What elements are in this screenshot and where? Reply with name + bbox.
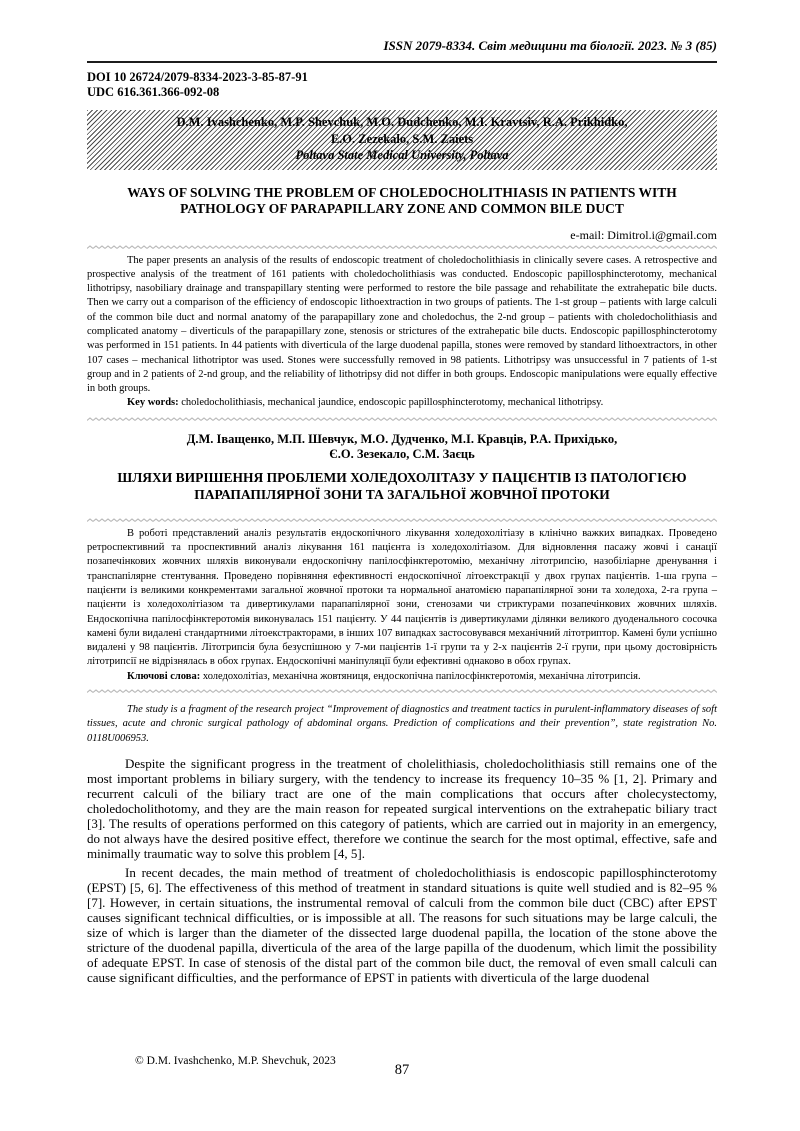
udc-line: UDC 616.361.366-092-08 (87, 84, 220, 99)
keywords-ua-label: Ключові слова: (127, 670, 201, 682)
footer-copyright: © D.M. Ivashchenko, M.P. Shevchuk, 2023 (135, 1055, 336, 1067)
authors-en-line-1: D.M. Ivashchenko, M.P. Shevchuk, M.O. Dudchenko, M.I. Kravtsiv, R.A. Prikhidko, (176, 115, 628, 129)
zigzag-separator (87, 689, 717, 694)
page-content (87, 0, 717, 985)
project-note-block (87, 703, 717, 746)
doi-line: DOI 10 26724/2079-8334-2023-3-85-87-91 (87, 70, 308, 84)
article-body (87, 756, 717, 985)
abstract-en-block (87, 254, 717, 411)
keywords-en (87, 396, 717, 410)
page-number: 87 (394, 1062, 410, 1078)
header-rule (87, 61, 717, 63)
keywords-ua (87, 670, 717, 684)
authors-ua-block (87, 432, 717, 463)
keywords-en-label: Key words: (127, 397, 179, 409)
email-line: e-mail: Dimitrol.i@gmail.com (570, 227, 717, 242)
abstract-en: The paper presents an analysis of the results of endoscopic treatment of choledocholithiasis in clinically severe cases. A retrospective and prospective analysis of the treatment of 161 patients with choledocholithiasis was conducted. Endoscopic papillosphincterotomy, mechanical lithotripsy, nasobiliary drainage and transpapillary stenting were performed to restore the bile passage and rehabilitate the extrahepatic bile ducts. Then we carry out a comparison of the efficiency of endoscopic lithoextraction in two groups of patients. The 1-st group – patients with large calculi of the common bile duct and normal anatomy of the parapapillary zone and choledochus, the 2-nd group – patients with choledocholithiasis and complicated anatomy – diverticuls of the parapapillary zone, stenosis or strictures of the extrahepatic bile ducts. Endoscopic papillosphincterotomy was performed in 151 patients. In 44 patients with diverticula of the large duodenal papilla, stones were removed by standard lithoextractors, in other 107 cases – mechanical lithotriptor was used. Stones were successfully removed in 98 patients. Lithotripsy was unsuccessful in 7 patients of 1-st group and in 2 patients of 2-nd group, and the reliability of lithotripsy did not differ in both groups. Endoscopic manipulations were equally effective in both groups. (87, 254, 717, 395)
affiliation-en: Poltava State Medical University, Poltava (295, 148, 509, 162)
abstract-ua: В роботі представлений аналіз результатів ендоскопічного лікування холедохолітіазу в клінічно важких випадках. Проведено ретроспективний та проспективний аналіз лікування 161 пацієнта із холедохолітіазом. Для відновлення пасажу жовчі і санації позапечінкових жовчних шляхів виконували ендоскопічну папілосфінктеротомію, механічну літотрипсію, назобіліарне дренування і транспапілярне стентування. Проведено порівняння ефективності ендоскопічної літоекстракції у двох групах пацієнтів. 1-ша група – пацієнти із великими конкрементами загальної жовчної протоки та нормальної анатомією парапапілярної зони та холедоха, 2-га група – пацієнти із холедохолітіазом та дивертикулами парапапілярної зони, стенозами чи стриктурами позапечінкових жовчних шляхів. Ендоскопічна папілосфінктеротомія виконувалась 151 пацієнту. У 44 пацієнтів із дивертикулами ділянки великого дуоденального сосочка камені були видалені стандартними літоекстракторами, в інших 107 випадках застосовувався механічний літотриптор. Камені були успішно видалені у 98 пацієнтів. Літотрипсія була безуспішною у 7-ми пацієнтів 1-ї групи та у 2-х пацієнтів 2-ї групи, при цьому достовірність літотрипсії не відрізнялась в обох групах. Ендоскопічні маніпуляції були ефективні однаково в обох групах. (87, 527, 717, 668)
page-footer (87, 1052, 717, 1077)
zigzag-separator (87, 245, 717, 250)
abstract-ua-block (87, 527, 717, 684)
doi-udc-block (87, 70, 717, 99)
project-note: The study is a fragment of the research project “Improvement of diagnostics and treatment tactics in purulent-inflammatory diseases of soft tissues, acute and chronic surgical pathology of abdominal organs. Prediction of complications and their prevention”, state registration No. 0118U006953. (87, 704, 717, 744)
authors-en-line-2: E.O. Zezekalo, S.M. Zaiets (330, 131, 474, 146)
keywords-ua-text: холедохолітіаз, механічна жовтяниця, ендоскопічна папілосфінктеротомія, механічна літотрипсія. (202, 670, 641, 682)
zigzag-separator (87, 518, 717, 523)
paper-title-en: WAYS OF SOLVING THE PROBLEM OF CHOLEDOCHOLITHIASIS IN PATIENTS WITH PATHOLOGY OF PARAPAPILLARY ZONE AND COMMON BILE DUCT (127, 184, 677, 216)
authors-ua-line-1: Д.М. Іващенко, М.П. Шевчук, М.О. Дудченко, М.І. Кравців, Р.А. Прихідько, (186, 431, 618, 446)
journal-issn-header: ISSN 2079-8334. Світ медицини та біології. 2023. № 3 (85) (383, 38, 717, 53)
paper-title-ua: ШЛЯХИ ВИРІШЕННЯ ПРОБЛЕМИ ХОЛЕДОХОЛІТАЗУ У ПАЦІЄНТІВ ІЗ ПАТОЛОГІЄЮ ПАРАПАПІЛЯРНОЇ ЗОНИ ТА ЗАГАЛЬНОЇ ЖОВЧНОЇ ПРОТОКИ (117, 469, 687, 502)
authors-band-hatched (87, 110, 717, 170)
authors-ua-line-2: Є.О. Зезекало, С.М. Заєць (329, 447, 475, 462)
zigzag-separator (87, 417, 717, 422)
body-paragraph-2: In recent decades, the main method of treatment of choledocholithiasis is endoscopic papillosphincterotomy (EPST) [5, 6]. The effectiveness of this method of treatment in standard situations is quite well studied and is 82–95 % [7]. However, in certain situations, the instrumental removal of calculi from the common bile duct (CBC) after EPST causes significant technical difficulties, or is impossible at all. The reasons for such situations may be large calculi, the size of which is larger than the diameter of the dissected large duodenal papilla, the location of the stone above the stricture of the duodenal papilla, diverticula of the area of the large papilla of the duodenum, which limit the possibility of adequate EPST. In case of stenosis of the distal part of the common bile duct, the removal of even small calculi can cause significant difficulties, and the performance of EPST in patients with diverticula of the large duodenal (87, 864, 717, 985)
body-paragraph-1: Despite the significant progress in the treatment of cholelithiasis, choledocholithiasis still remains one of the most important problems in biliary surgery, with the tendency to increase its frequency 10–35 % [1, 2]. Primary and recurrent calculi of the biliary tract are one of the main complications that occurs after cholecystectomy, choledocholithotomy, and they are the main reason for repeated surgical interventions on the extrahepatic biliary tract [3]. The results of operations performed on this category of patients, which are carried out in majority in an emergency, do not always have the desired positive effect, therefore we continue the search for the most optimal, effective, safe and minimally traumatic way to solve this problem [4, 5]. (87, 755, 717, 861)
keywords-en-text: choledocholithiasis, mechanical jaundice, endoscopic papillosphincterotomy, mechanical lithotripsy. (181, 397, 604, 409)
